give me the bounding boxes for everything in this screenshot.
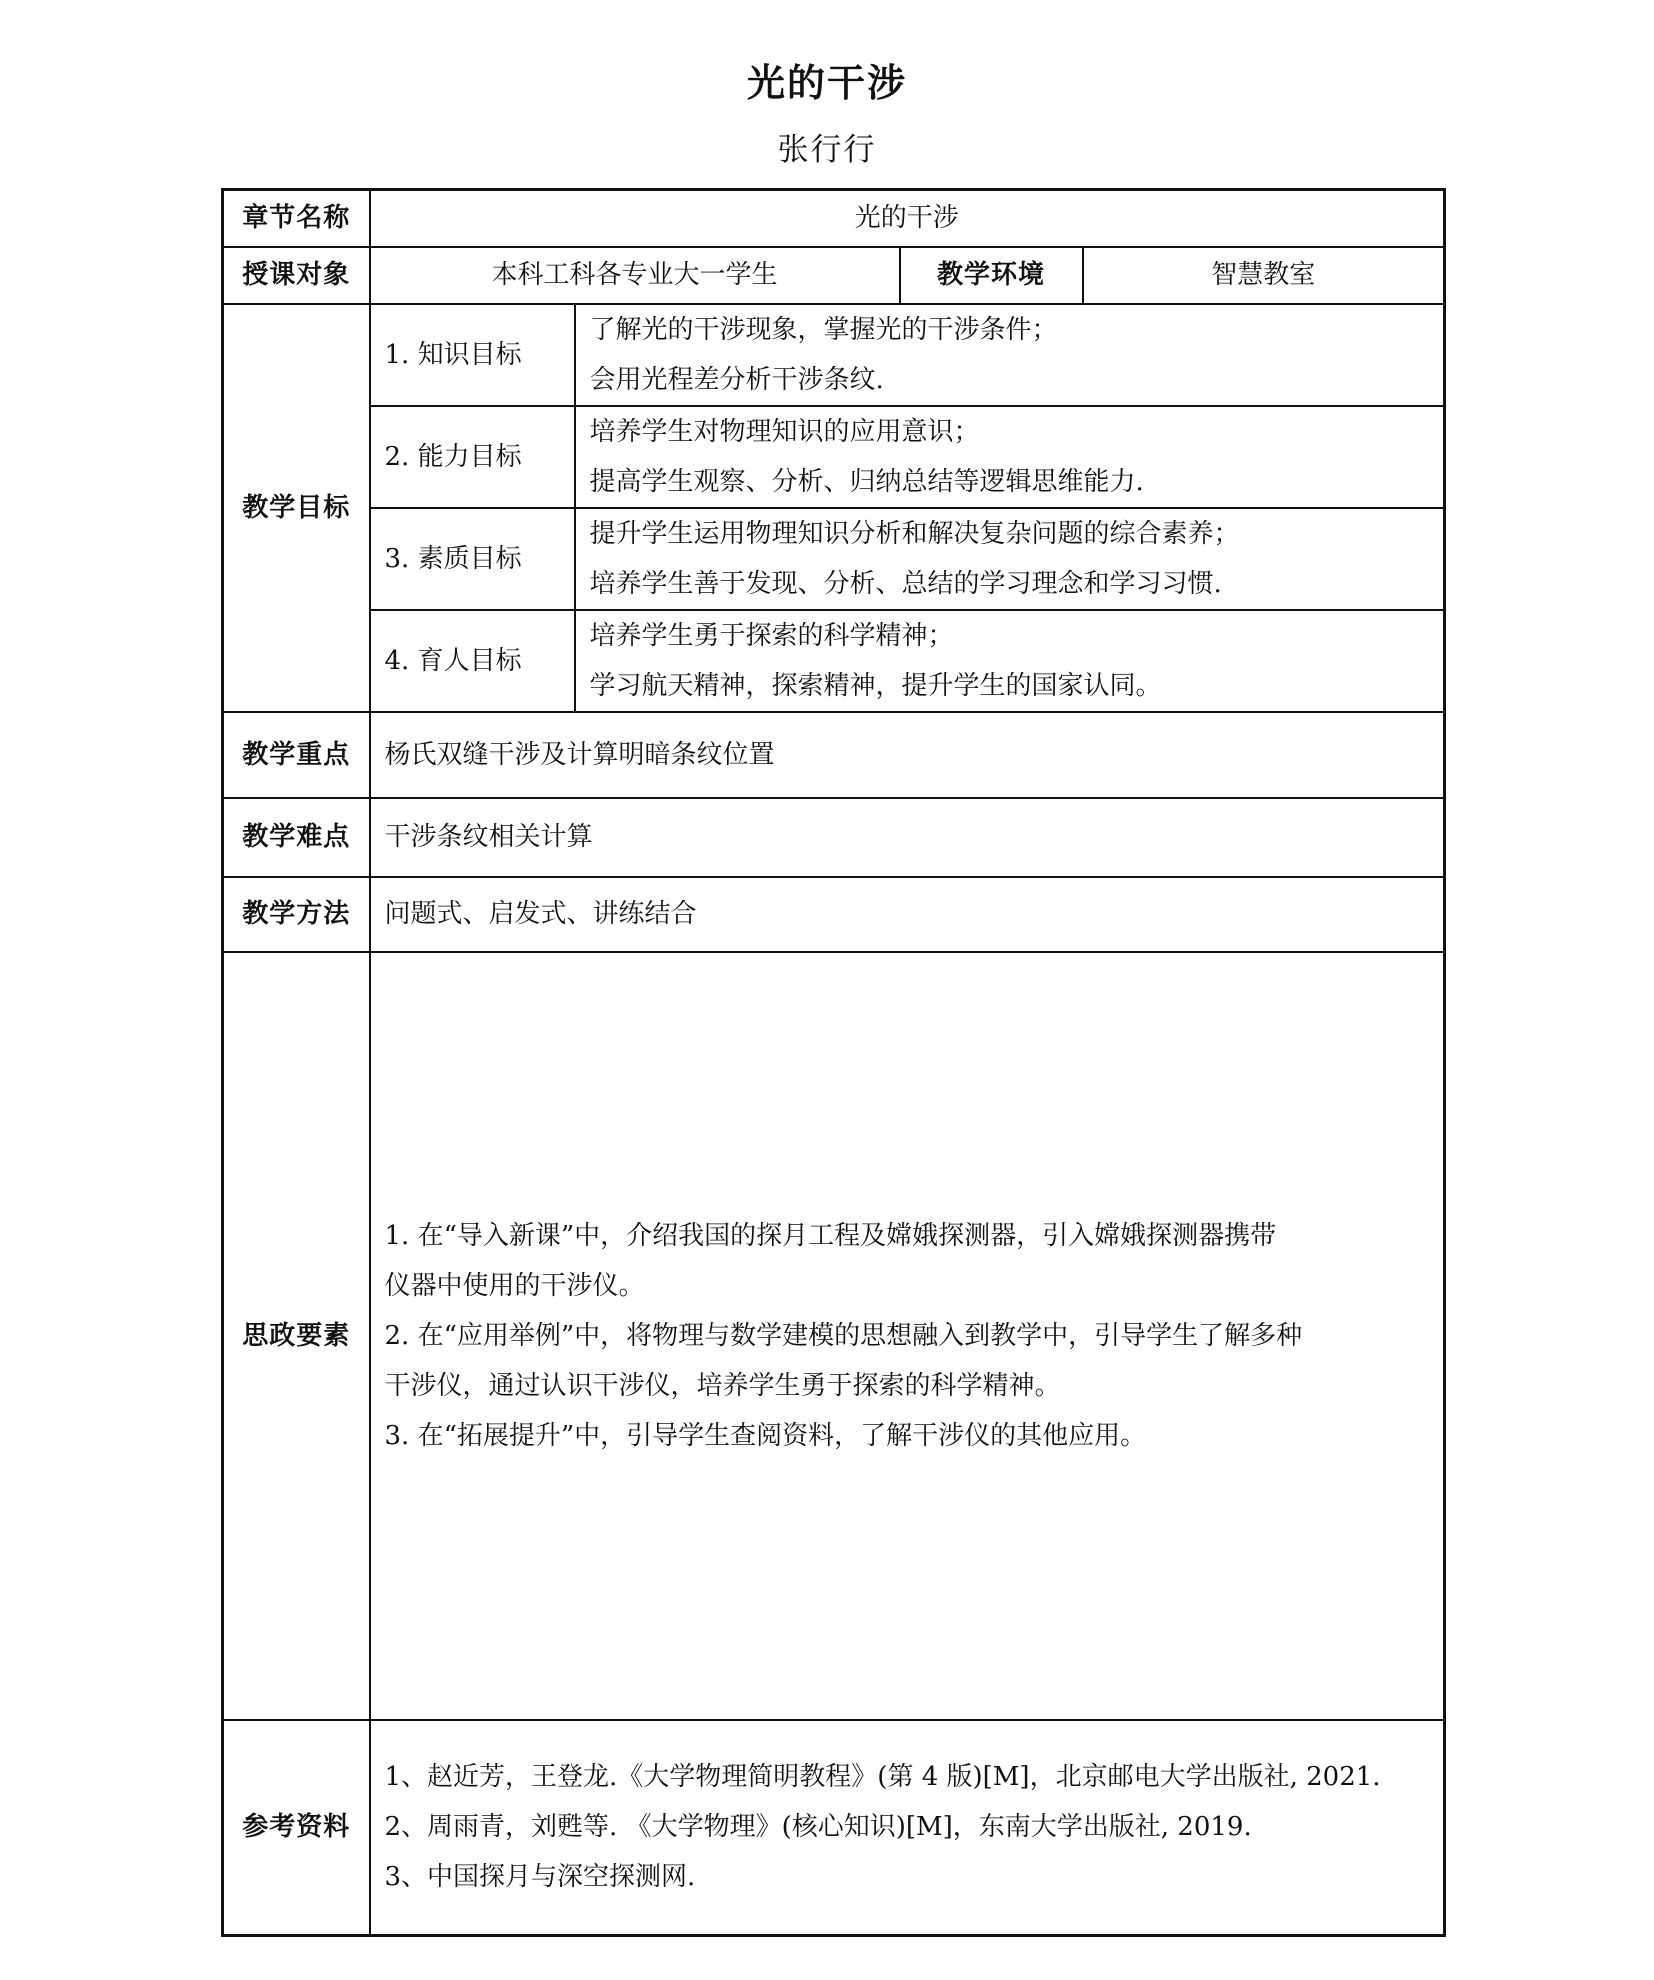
objective-name: 3. 素质目标 — [370, 508, 575, 610]
reference-line: 2、周雨青，刘甦等. 《大学物理》(核心知识)[M]，东南大学出版社, 2019. — [384, 1812, 1252, 1843]
difficulties-value: 干涉条纹相关计算 — [370, 798, 1445, 877]
audience-label: 授课对象 — [223, 247, 370, 304]
objective-content — [575, 508, 1445, 610]
references-row — [223, 1720, 1445, 1936]
objective-row — [223, 610, 1445, 712]
ideology-line: 1. 在“导入新课”中，介绍我国的探月工程及嫦娥探测器，引入嫦娥探测器携带 — [384, 1220, 1277, 1251]
audience-value: 本科工科各专业大一学生 — [370, 247, 900, 304]
methods-label: 教学方法 — [223, 877, 370, 952]
objective-content — [575, 406, 1445, 508]
references-content — [370, 1720, 1445, 1936]
audience-row — [223, 247, 1445, 304]
objective-line: 学习航天精神，探索精神，提升学生的国家认同。 — [589, 670, 1162, 701]
objective-line: 培养学生勇于探索的科学精神； — [589, 620, 954, 651]
methods-value: 问题式、启发式、讲练结合 — [370, 877, 1445, 952]
lesson-plan-table — [221, 188, 1446, 1937]
objective-content — [575, 304, 1445, 406]
chapter-row — [223, 190, 1445, 247]
objective-name: 2. 能力目标 — [370, 406, 575, 508]
ideology-line: 2. 在“应用举例”中，将物理与数学建模的思想融入到教学中，引导学生了解多种 — [384, 1320, 1303, 1351]
key-points-value: 杨氏双缝干涉及计算明暗条纹位置 — [370, 712, 1445, 798]
objective-name: 4. 育人目标 — [370, 610, 575, 712]
ideology-content — [370, 952, 1445, 1720]
methods-row — [223, 877, 1445, 952]
ideology-line: 3. 在“拓展提升”中，引导学生查阅资料，了解干涉仪的其他应用。 — [384, 1420, 1147, 1451]
chapter-label: 章节名称 — [223, 190, 370, 247]
objectives-label: 教学目标 — [223, 304, 370, 712]
objective-row — [223, 304, 1445, 406]
document-author: 张行行 — [777, 132, 877, 168]
objective-line: 会用光程差分析干涉条纹. — [589, 364, 884, 395]
objective-line: 提高学生观察、分析、归纳总结等逻辑思维能力. — [589, 466, 1144, 497]
objective-row — [223, 508, 1445, 610]
objective-line: 提升学生运用物理知识分析和解决复杂问题的综合素养； — [589, 518, 1240, 549]
objective-content — [575, 610, 1445, 712]
difficulties-label: 教学难点 — [223, 798, 370, 877]
ideology-line: 仪器中使用的干涉仪。 — [384, 1270, 645, 1301]
objective-line: 培养学生对物理知识的应用意识； — [589, 416, 980, 447]
objective-line: 了解光的干涉现象，掌握光的干涉条件； — [589, 314, 1058, 345]
references-label: 参考资料 — [223, 1720, 370, 1936]
difficulties-row — [223, 798, 1445, 877]
environment-label: 教学环境 — [900, 247, 1083, 304]
objective-line: 培养学生善于发现、分析、总结的学习理念和学习习惯. — [589, 568, 1222, 599]
environment-value: 智慧教室 — [1083, 247, 1445, 304]
key-points-row — [223, 712, 1445, 798]
ideology-row — [223, 952, 1445, 1720]
key-points-label: 教学重点 — [223, 712, 370, 798]
ideology-line: 干涉仪，通过认识干涉仪，培养学生勇于探索的科学精神。 — [384, 1370, 1061, 1401]
reference-line: 1、赵近芳，王登龙.《大学物理简明教程》(第 4 版)[M]，北京邮电大学出版社, 2021. — [384, 1762, 1381, 1793]
ideology-label: 思政要素 — [223, 952, 370, 1720]
objective-row — [223, 406, 1445, 508]
chapter-value: 光的干涉 — [370, 190, 1445, 247]
reference-line: 3、中国探月与深空探测网. — [384, 1862, 696, 1893]
document-title: 光的干涉 — [746, 61, 907, 105]
objective-name: 1. 知识目标 — [370, 304, 575, 406]
